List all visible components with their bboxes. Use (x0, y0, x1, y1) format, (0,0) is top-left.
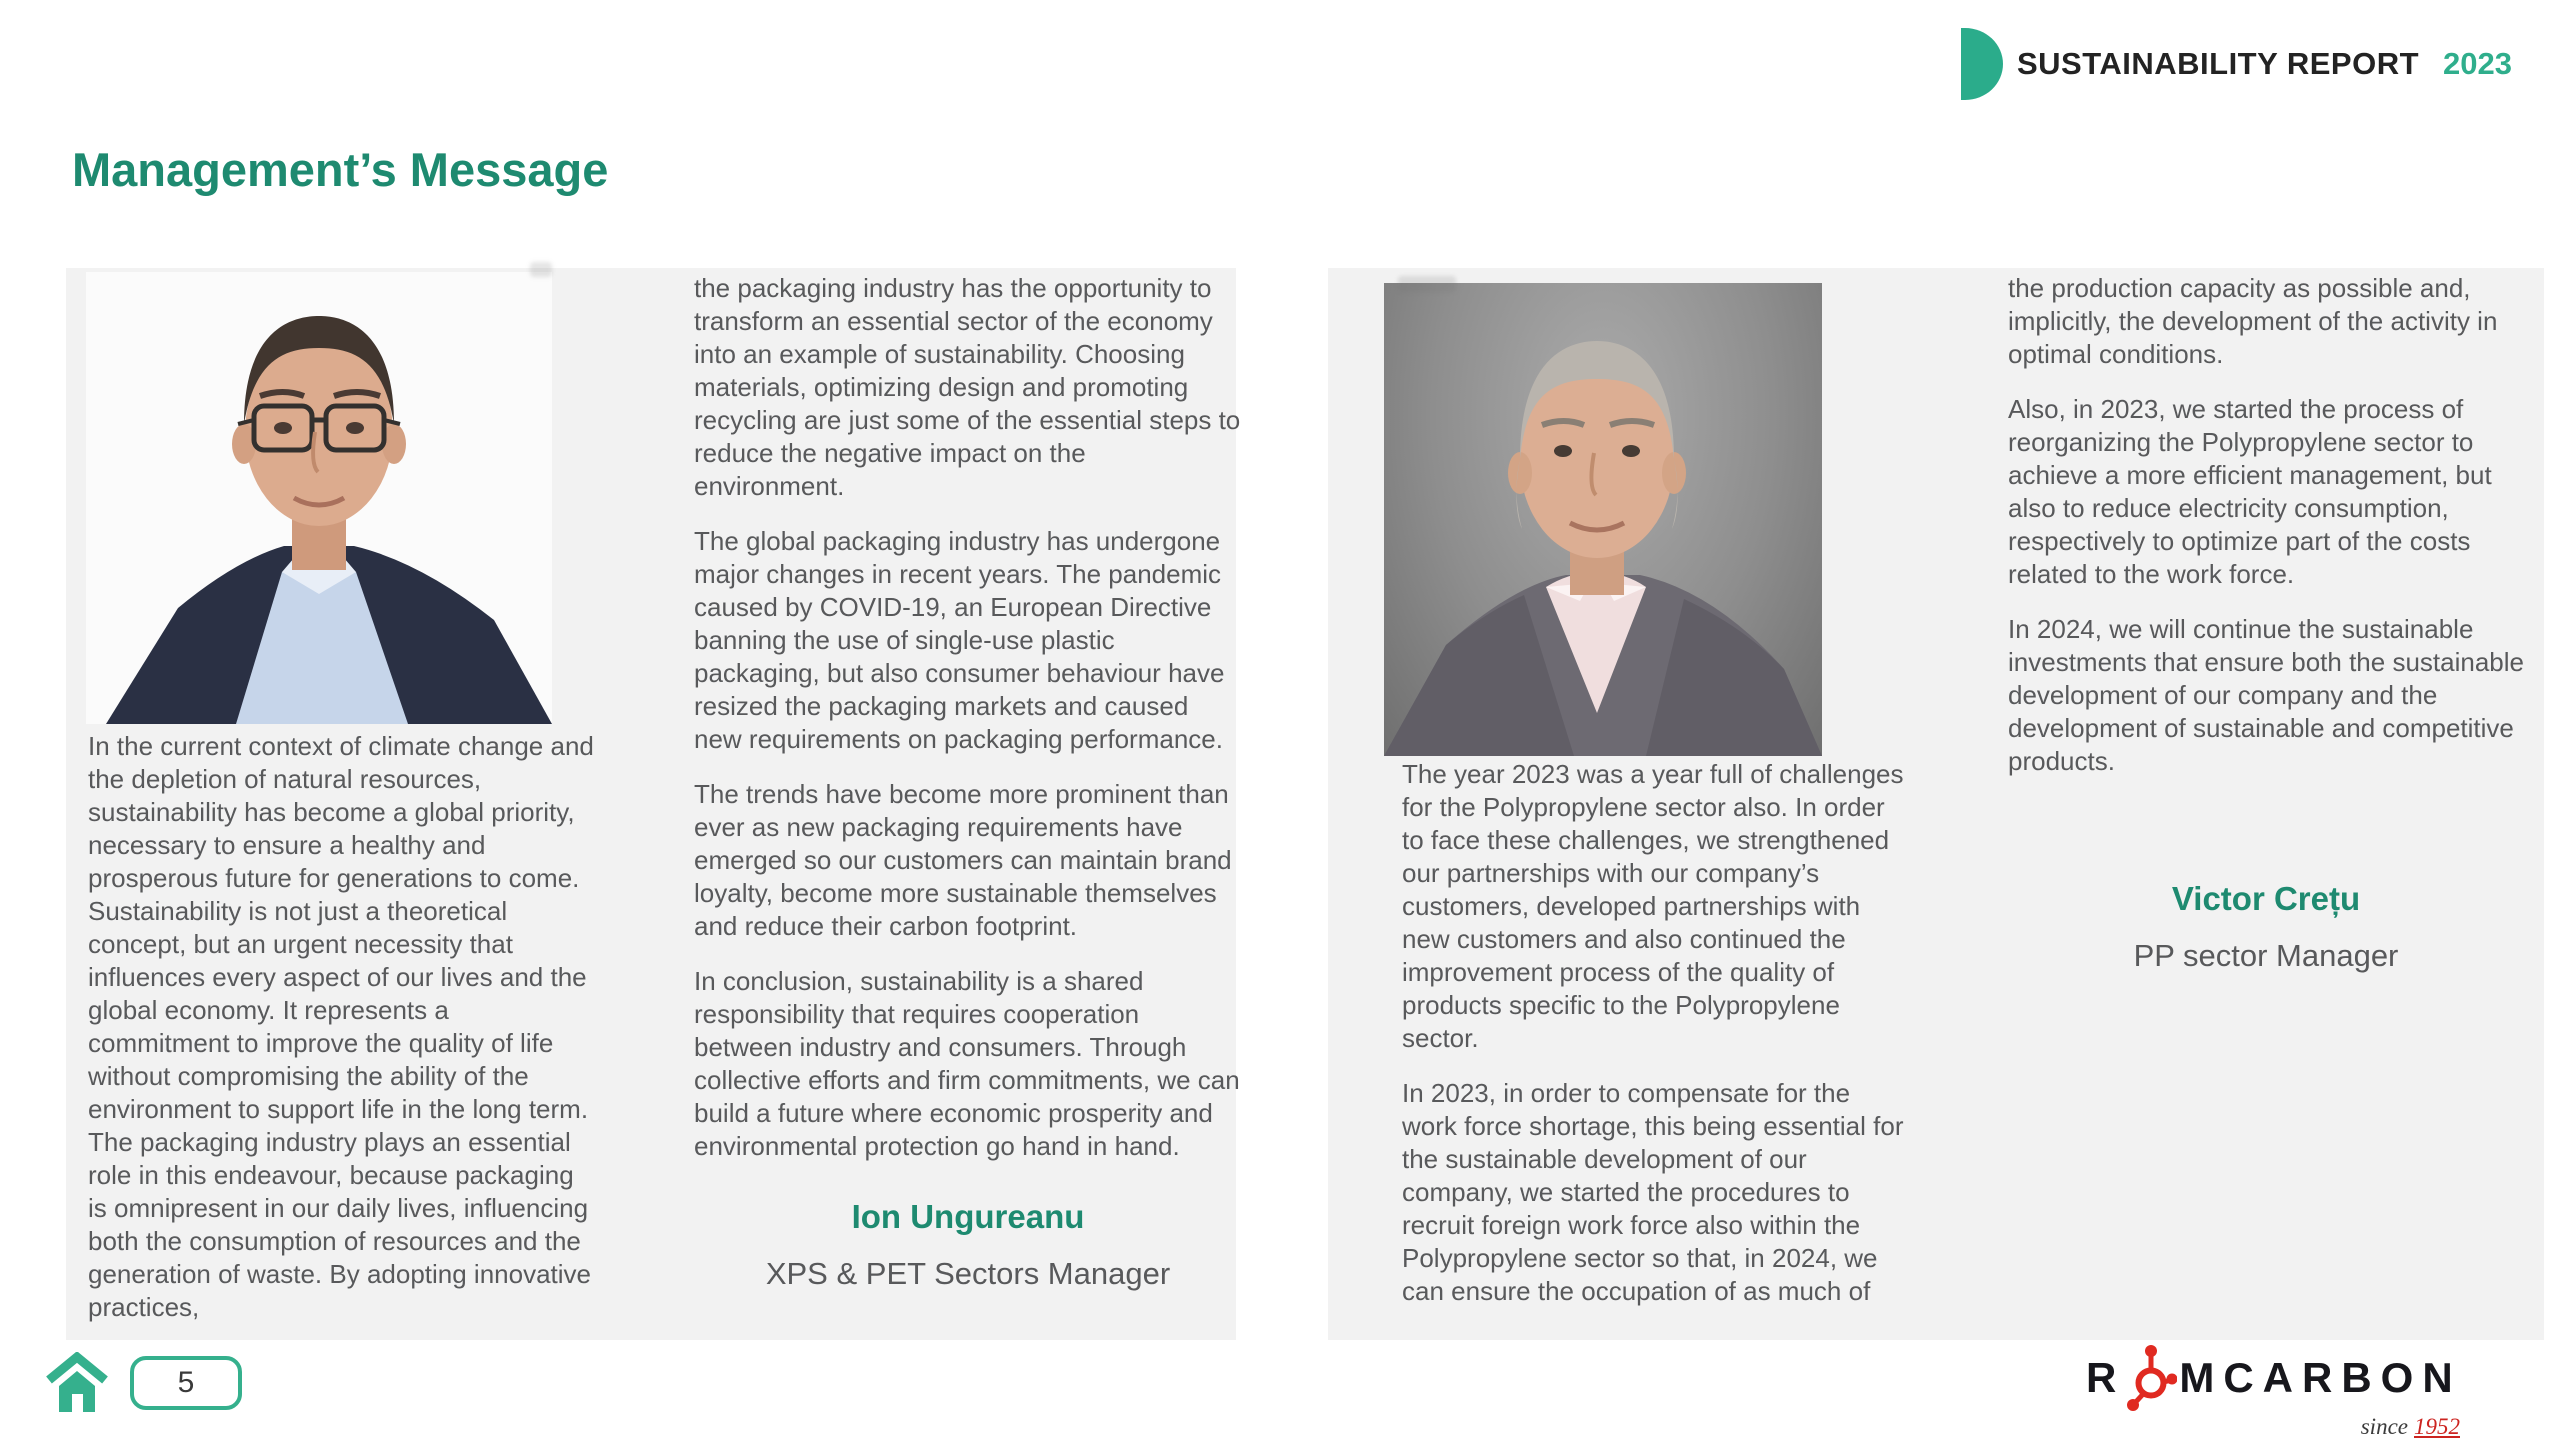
body-paragraph: In 2024, we will continue the sustainable investments that ensure both the sustainable development of our company and the development of sustainable and competitive products. (2008, 614, 2524, 776)
right-card-column-2 (2008, 272, 2524, 800)
author-name: Victor Crețu (2171, 880, 2361, 917)
report-year: 2023 (2443, 46, 2512, 81)
author-role: PP sector Manager (2133, 938, 2399, 973)
body-paragraph: The trends have become more prominent than ever as new packaging requirements have emerged so our customers can maintain brand loyalty, become more sustainable themselves and reduce their carbon footprint. (694, 779, 1232, 941)
body-paragraph: In 2023, in order to compensate for the work force shortage, this being essential for the sustainable development of our company, we started the procedures to recruit foreign work force also within the Polypropylene sector so that, in 2024, we can ensure the occupation of as much of (1402, 1078, 1904, 1306)
author-name: Ion Ungureanu (851, 1198, 1085, 1235)
home-button[interactable] (46, 1352, 108, 1414)
portrait-victor-cretu (1384, 283, 1822, 756)
half-circle-accent-icon (1961, 28, 2003, 100)
report-header (1961, 28, 2512, 100)
body-paragraph: The global packaging industry has undergone major changes in recent years. The pandemic caused by COVID-19, an European Directive banning the use of single-use plastic packaging, but also consumer behaviour have resized the packaging markets and caused new requirements on packaging performance. (694, 526, 1225, 754)
right-card-column-1 (1402, 758, 1904, 1330)
author-block-ion-ungureanu (694, 1198, 1242, 1292)
logo-wordmark (2086, 1344, 2466, 1412)
scan-artifact (530, 262, 552, 277)
romcarbon-logo (2086, 1344, 2466, 1440)
tagline-year: 1952 (2414, 1414, 2460, 1439)
portrait-2-illustration (1384, 283, 1822, 756)
molecule-icon (2125, 1344, 2177, 1412)
body-paragraph: the production capacity as possible and, implicitly, the development of the activity in optimal conditions. (2008, 273, 2498, 369)
body-paragraph: Also, in 2023, we started the process of reorganizing the Polypropylene sector to achieve a more efficient management, but also to reduce electricity consumption, respectively to optimize part of the costs related to the work force. (2008, 394, 2492, 589)
body-paragraph: the packaging industry has the opportunity to transform an essential sector of the economy into an example of sustainability. Choosing materials, optimizing design and promoting recycling are just some of the essential steps to reduce the negative impact on the environment. (694, 273, 1241, 501)
body-paragraph: In the current context of climate change and the depletion of natural resources, sustainability has become a global priority, necessary to ensure a healthy and prosperous future for generations to come. Sustainability is not just a theoretical concept, but an urgent necessity that influences every aspect of our lives and the global economy. It represents a commitment to improve the quality of life without compromising the ability of the environment to support life in the long term. The packaging industry plays an essential role in this endeavour, because packaging is omnipresent in our daily lives, influencing both the consumption of resources and the generation of waste. By adopting innovative practices, (88, 731, 594, 1322)
author-role: XPS & PET Sectors Manager (765, 1256, 1171, 1291)
logo-tagline (2086, 1414, 2466, 1440)
left-card-column-1 (88, 730, 596, 1346)
logo-letters-mcarbon: MCARBON (2179, 1354, 2462, 1401)
author-block-victor-cretu (2008, 880, 2524, 974)
body-paragraph: In conclusion, sustainability is a shared responsibility that requires cooperation between industry and consumers. Through collective efforts and firm commitments, we can build a future where economic prosperity and environmental protection go hand in hand. (694, 966, 1240, 1161)
page-number: 5 (177, 1366, 195, 1399)
body-paragraph: The year 2023 was a year full of challenges for the Polypropylene sector also. In order to face these challenges, we strengthened our partnerships with our company’s customers, developed partnerships with new customers and also continued the improvement process of the quality of products specific to the Polypropylene sector. (1402, 759, 1904, 1053)
portrait-1-illustration (86, 272, 552, 724)
page-title: Management’s Message (72, 143, 609, 196)
tagline-since: since (2360, 1414, 2408, 1439)
left-card-column-2 (694, 272, 1242, 1185)
home-icon (46, 1352, 108, 1414)
portrait-ion-ungureanu (86, 272, 552, 724)
report-title: SUSTAINABILITY REPORT (2016, 46, 2420, 81)
scan-artifact (1398, 276, 1456, 292)
logo-letter-r: R (2086, 1354, 2126, 1401)
page-number-badge[interactable] (130, 1356, 242, 1410)
